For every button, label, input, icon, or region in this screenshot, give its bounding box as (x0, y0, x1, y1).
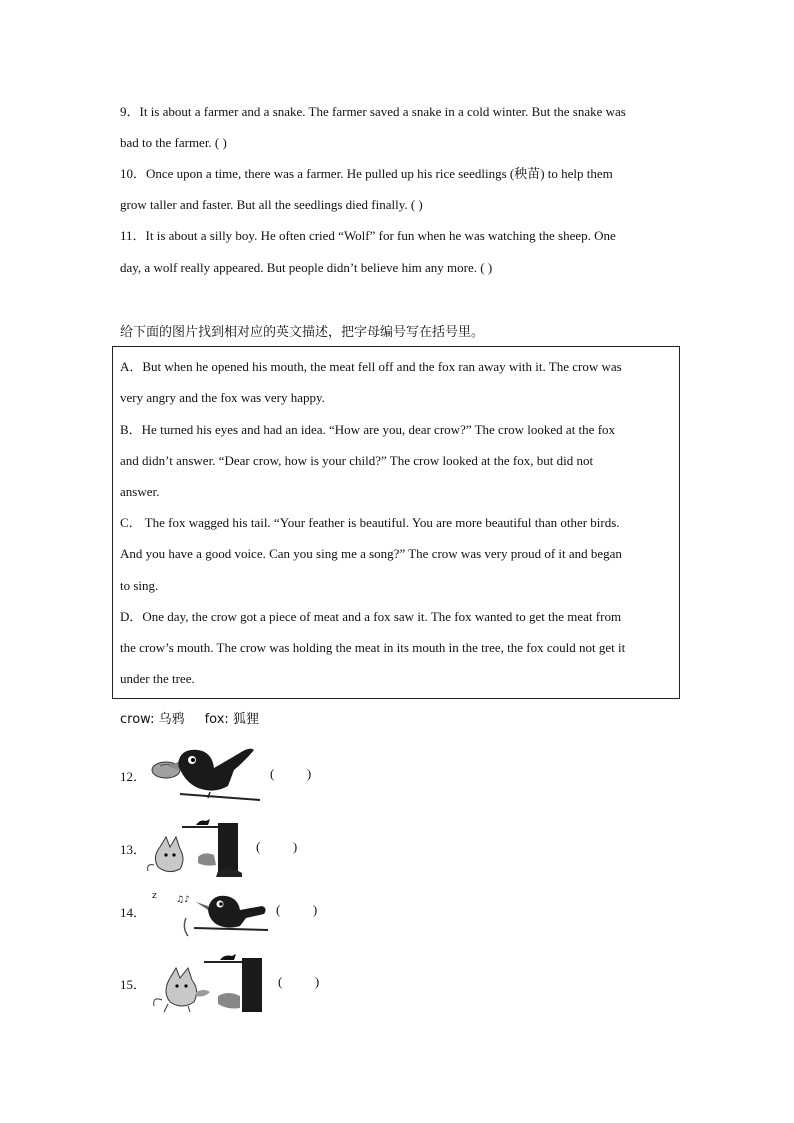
question-line: 10．Once upon a time, there was a farmer. He pulled up his rice seedlings (秧苗) to help them (120, 166, 613, 181)
question-number: 12． (120, 769, 147, 784)
fox-with-meat-icon (150, 952, 272, 1014)
option-line: C． The fox wagged his tail. “Your feather is beautiful. You are more beautiful than other birds. (120, 515, 620, 530)
question-line: bad to the farmer. ( ) (120, 135, 227, 150)
answer-paren[interactable]: ( ) (278, 974, 320, 989)
answer-paren[interactable]: ( ) (276, 902, 318, 917)
glossary-crow: crow: 乌鸦 (120, 712, 185, 727)
question-line: grow taller and faster. But all the seedlings died finally. ( ) (120, 197, 423, 212)
option-line: and didn’t answer. “Dear crow, how is your child?” The crow looked at the fox, but did not (120, 453, 594, 468)
glossary-fox: fox: 狐狸 (204, 712, 259, 727)
option-line: D．One day, the crow got a piece of meat and a fox saw it. The fox wanted to get the meat from (120, 609, 622, 624)
svg-text:z: z (152, 891, 157, 901)
crow-singing-icon (150, 882, 270, 938)
answer-paren[interactable]: ( ) (270, 766, 312, 781)
option-line: A．But when he opened his mouth, the meat fell off and the fox ran away with it. The crow was (120, 359, 622, 374)
answer-paren[interactable]: ( ) (256, 839, 298, 854)
glossary (120, 708, 259, 727)
question-number: 15． (120, 977, 147, 992)
option-line: under the tree. (120, 671, 195, 686)
crow-with-meat-icon (150, 742, 262, 802)
question-line: 11．It is about a silly boy. He often cried “Wolf” for fun when he was watching the sheep. One (120, 228, 616, 243)
option-line: And you have a good voice. Can you sing me a song?” The crow was very proud of it and began (120, 546, 622, 561)
question-line: day, a wolf really appeared. But people didn’t believe him any more. ( ) (120, 260, 493, 275)
question-line: 9．It is about a farmer and a snake. The farmer saved a snake in a cold winter. But the snake was (120, 104, 626, 119)
option-line: the crow’s mouth. The crow was holding the meat in its mouth in the tree, the fox could not get it (120, 640, 626, 655)
option-line: to sing. (120, 578, 159, 593)
fox-under-tree-icon (146, 815, 252, 877)
question-number: 14． (120, 905, 147, 920)
section-instruction: 给下面的图片找到相对应的英文描述，把字母编号写在括号里。 (120, 325, 485, 340)
svg-text:♫♪: ♫♪ (176, 895, 190, 905)
option-line: B．He turned his eyes and had an idea. “How are you, dear crow?” The crow looked at the fox (120, 422, 616, 437)
option-line: answer. (120, 484, 160, 499)
option-line: very angry and the fox was very happy. (120, 390, 325, 405)
question-number: 13． (120, 842, 147, 857)
